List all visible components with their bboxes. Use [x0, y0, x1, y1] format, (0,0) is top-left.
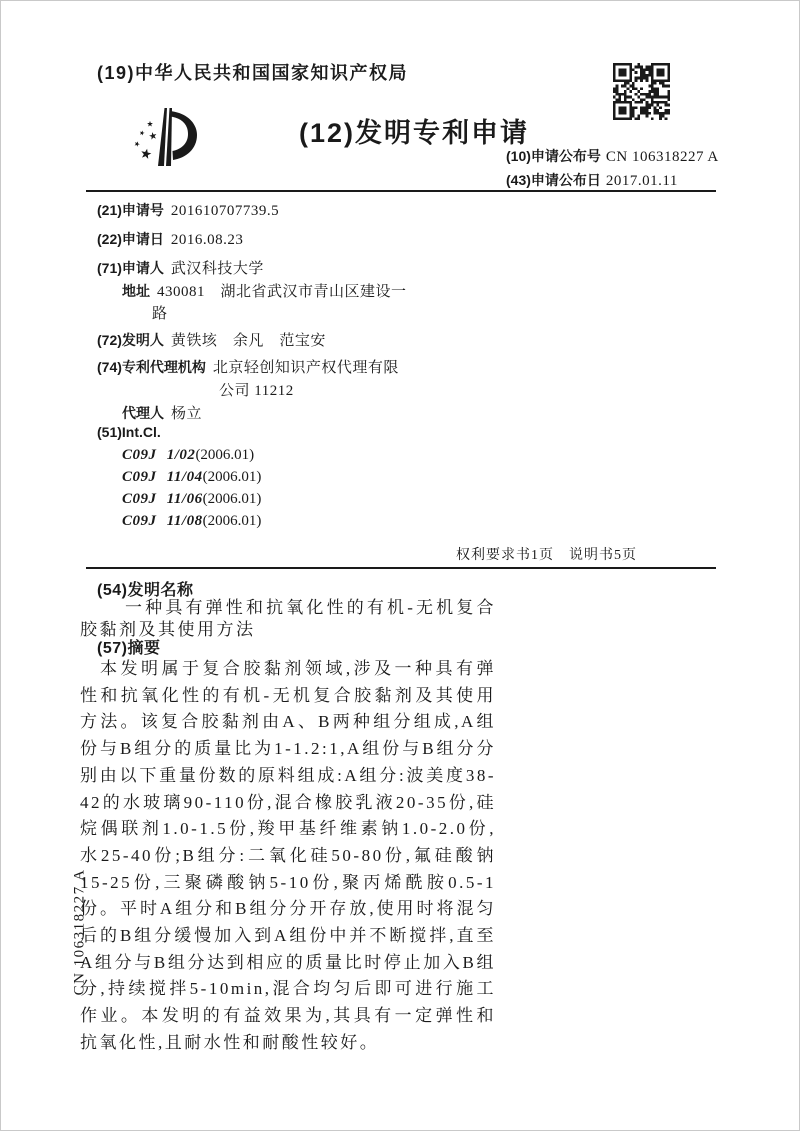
applicant-row	[97, 257, 264, 278]
invention-title: 一种具有弹性和抗氧化性的有机-无机复合胶黏剂及其使用方法	[80, 598, 496, 639]
intcl-label: (51)Int.Cl.	[97, 424, 161, 440]
application-date-label: (22)申请日	[97, 231, 164, 247]
application-date-row	[97, 229, 243, 249]
body-divider	[86, 567, 716, 569]
applicant-address-row-2	[152, 302, 168, 323]
ipc-version: (2006.01)	[195, 447, 255, 463]
abstract-text: 本发明属于复合胶黏剂领域,涉及一种具有弹性和抗氧化性的有机-无机复合胶黏剂及其使用方法。该复合胶黏剂由A、B两种组分组成,A组份与B组分的质量比为1-1.2:1,A组份与B组分分别由以下重量份数的原料组成:A组分:波美度38-42的水玻璃90-110份,混合橡胶乳液20-35份,硅烷偶联剂1.0-1.5份,羧甲基纤维素钠1.0-2.0份,水25-40份;B组分:二氧化硅50-80份,氟硅酸钠15-25份,三聚磷酸钠5-10份,聚丙烯酰胺0.5-1份。平时A组分和B组分分开存放,使用时将混匀后的B组分缓慢加入到A组份中并不断搅拌,直至A组分与B组分达到相应的质量比时停止加入B组分,持续搅拌5-10min,混合均匀后即可进行施工作业。本发明的有益效果为,其具有一定弹性和抗氧化性,且耐水性和耐酸性较好。	[80, 659, 496, 1052]
ipc-entry	[122, 513, 261, 530]
publication-number-row	[506, 146, 719, 166]
address-value-line2: 路	[152, 306, 168, 322]
application-number-row	[97, 200, 279, 220]
agency-row	[97, 356, 399, 377]
applicant-address-row	[122, 280, 407, 301]
inventors-value: 黄铁垓 余凡 范宝安	[170, 333, 326, 349]
agent-label: 代理人	[122, 405, 164, 421]
address-label: 地址	[122, 283, 150, 299]
publication-number-value: CN 106318227 A	[605, 149, 719, 165]
publication-date-value: 2017.01.11	[605, 173, 678, 189]
intcl-row	[97, 424, 161, 442]
application-date-value: 2016.08.23	[170, 232, 244, 248]
publication-number-label: (10)申请公布号	[506, 148, 601, 164]
ipc-code: C09J 11/04	[122, 469, 203, 485]
publication-date-row	[506, 170, 678, 190]
ipc-version: (2006.01)	[202, 513, 262, 529]
ipc-code: C09J 1/02	[122, 447, 196, 463]
ipc-entry	[122, 491, 261, 508]
agency-value-line1: 北京轻创知识产权代理有限	[212, 360, 399, 376]
document-type-title: (12)发明专利申请	[299, 118, 530, 148]
pages-info: 权利要求书1页 说明书5页	[456, 548, 637, 563]
applicant-value: 武汉科技大学	[170, 261, 264, 277]
issuing-office-title: (19)中华人民共和国国家知识产权局	[97, 63, 409, 83]
ipc-entry	[122, 447, 254, 464]
agency-value-line2: 公司 11212	[219, 383, 294, 399]
agent-value: 杨立	[171, 406, 203, 422]
address-value-line1: 430081 湖北省武汉市青山区建设一	[157, 284, 407, 300]
application-number-label: (21)申请号	[97, 202, 164, 218]
abstract-label: (57)摘要	[97, 640, 161, 657]
inventors-label: (72)发明人	[97, 332, 164, 348]
ipc-version: (2006.01)	[202, 469, 262, 485]
inventors-row	[97, 329, 326, 350]
ipc-version: (2006.01)	[202, 491, 262, 507]
application-number-value: 201610707739.5	[170, 203, 280, 219]
sipo-logo-icon	[129, 104, 209, 170]
agency-label: (74)专利代理机构	[97, 359, 206, 375]
ipc-code: C09J 11/06	[122, 491, 203, 507]
applicant-label: (71)申请人	[97, 260, 164, 276]
header-divider	[86, 190, 716, 192]
agent-row	[122, 402, 202, 423]
sipo-logo	[129, 104, 209, 170]
agency-row-2	[219, 379, 294, 400]
publication-date-label: (43)申请公布日	[506, 172, 601, 188]
qr-code-icon	[613, 63, 670, 120]
invention-title-label: (54)发明名称	[97, 582, 194, 599]
ipc-code: C09J 11/08	[122, 513, 203, 529]
side-publication-number-text: CN 106318227 A	[71, 868, 88, 996]
ipc-entry	[122, 469, 261, 486]
